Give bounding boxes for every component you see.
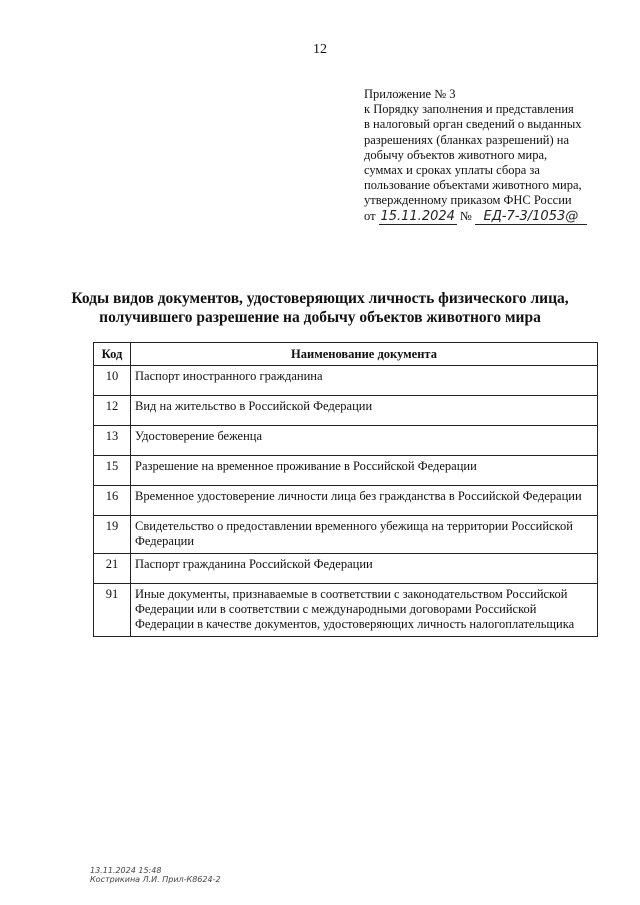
row-code: 16	[94, 486, 131, 516]
table-row	[94, 584, 598, 637]
row-code: 21	[94, 554, 131, 584]
row-code: 10	[94, 366, 131, 396]
document-title	[60, 289, 580, 327]
row-name: Паспорт иностранного гражданина	[131, 366, 598, 396]
handwritten-date: 15.11.2024	[380, 208, 455, 224]
appendix-line: пользование объектами животного мира,	[364, 178, 582, 193]
appendix-line: к Порядку заполнения и представления	[364, 102, 574, 117]
table-header-row	[94, 343, 598, 366]
row-code: 15	[94, 456, 131, 486]
row-name: Свидетельство о предоставлении временного убежища на территории Российской Федерации	[131, 516, 598, 554]
order-date-number	[364, 209, 634, 225]
table-row	[94, 396, 598, 426]
title-line: Коды видов документов, удостоверяющих личность физического лица,	[71, 290, 569, 307]
row-name: Удостоверение беженца	[131, 426, 598, 456]
appendix-line: суммах и сроках уплаты сбора за	[364, 163, 540, 178]
page-number: 12	[313, 42, 327, 57]
table-row	[94, 456, 598, 486]
appendix-line: добычу объектов животного мира,	[364, 147, 548, 162]
number-prefix: №	[459, 208, 472, 223]
row-name: Разрешение на временное проживание в Российской Федерации	[131, 456, 598, 486]
appendix-block	[364, 87, 634, 225]
table-row	[94, 554, 598, 584]
table-row	[94, 486, 598, 516]
row-name: Временное удостоверение личности лица без гражданства в Российской Федерации	[131, 486, 598, 516]
row-code: 91	[94, 584, 131, 637]
row-name: Паспорт гражданина Российской Федерации	[131, 554, 598, 584]
row-name: Иные документы, признаваемые в соответствии с законодательством Российской Федерации или в соответствии с международными договорами Российской Федерации в качестве документов, удостоверяющих личность налогоплательщика	[131, 584, 598, 637]
appendix-line: Приложение № 3	[364, 87, 456, 101]
header-name: Наименование документа	[131, 343, 598, 366]
handwritten-number: ЕД-7-3/1053@	[475, 209, 587, 225]
footer-line: Кострикина Л.И. Прил-К8624-2	[90, 875, 221, 884]
table-row	[94, 366, 598, 396]
appendix-line: разрешениях (бланках разрешений) на	[364, 132, 570, 147]
table-row	[94, 426, 598, 456]
footer-line: 13.11.2024 15:48	[90, 866, 162, 875]
document-codes-table	[93, 342, 598, 637]
title-line: получившего разрешение на добычу объектов животного мира	[99, 309, 541, 326]
row-code: 12	[94, 396, 131, 426]
row-name: Вид на жительство в Российской Федерации	[131, 396, 598, 426]
date-prefix: от	[364, 208, 376, 223]
header-code: Код	[94, 343, 131, 366]
table-row	[94, 516, 598, 554]
row-code: 13	[94, 426, 131, 456]
row-code: 19	[94, 516, 131, 554]
appendix-line: в налоговый орган сведений о выданных	[364, 117, 582, 132]
footer-stamp	[90, 866, 221, 884]
appendix-line: утвержденному приказом ФНС России	[364, 193, 572, 208]
